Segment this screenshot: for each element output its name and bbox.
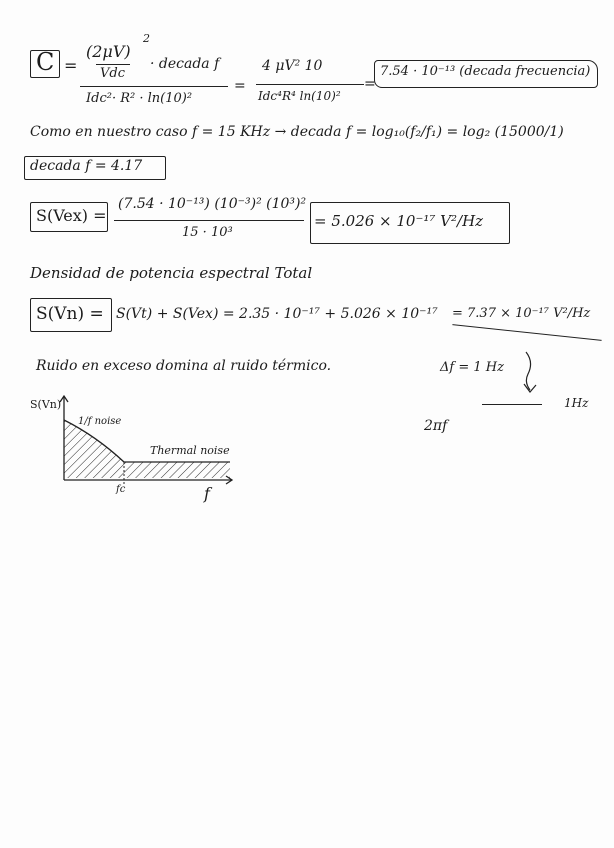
svex-frac-bar — [114, 220, 304, 221]
svex-den: 15 · 10³ — [182, 225, 233, 240]
c-num1-tail: · decada f — [150, 56, 220, 72]
svex-num: (7.54 · 10⁻¹³) (10⁻³)² (10³)² — [118, 196, 307, 212]
c-num1-inner-bar — [96, 64, 130, 65]
svn-lhs: S(Vn) = — [36, 304, 104, 324]
thermal-label: Thermal noise — [150, 444, 230, 457]
c-equals-3: = — [364, 76, 376, 92]
flicker-noise-region — [64, 420, 124, 478]
decada-value: decada f = 4.17 — [30, 158, 143, 174]
c-frac1-bar — [80, 86, 228, 87]
svn-result-underline — [452, 324, 601, 341]
c-symbol: C — [36, 48, 55, 76]
caso-line: Como en nuestro caso f = 15 KHz → decada f = log₁₀(f₂/f₁) = log₂ (15000/1) — [30, 124, 564, 140]
c-den1: Idc²· R² · ln(10)² — [86, 91, 193, 106]
graph-ylabel: S(Vn) — [30, 398, 62, 411]
c-num2: 4 μV² 10 — [262, 58, 323, 74]
arrow-down-icon — [520, 348, 540, 394]
svn-result: = 7.37 × 10⁻¹⁷ V²/Hz — [452, 306, 591, 321]
xlabel-f: f — [204, 484, 210, 503]
flicker-label: 1/f noise — [78, 416, 122, 427]
one-hz-note: 1Hz — [564, 396, 589, 410]
conclusion-text: Ruido en exceso domina al ruido térmico. — [36, 358, 332, 374]
svex-result: = 5.026 × 10⁻¹⁷ V²/Hz — [314, 212, 484, 230]
c-den2: Idc⁴R⁴ ln(10)² — [258, 89, 341, 103]
c-num1-vdc: Vdc — [100, 66, 125, 81]
thermal-noise-region — [124, 462, 230, 478]
c-equals: = — [64, 56, 78, 75]
c-num1-exp: 2 — [143, 32, 150, 45]
xtick-fc: fc — [116, 484, 126, 495]
one-hz-note-bar — [482, 404, 542, 405]
delta-f-note: Δf = 1 Hz — [440, 360, 504, 375]
svn-rhs: S(Vt) + S(Vex) = 2.35 · 10⁻¹⁷ + 5.026 × 10⁻¹⁷ — [116, 306, 438, 322]
c-equals-2: = — [234, 78, 246, 94]
c-frac2-bar — [256, 84, 364, 85]
total-heading: Densidad de potencia espectral Total — [30, 264, 313, 282]
svex-lhs: S(Vex) = — [36, 206, 107, 225]
two-pi-f-note: 2πf — [424, 418, 448, 434]
c-num1-top: (2μV) — [86, 42, 131, 61]
c-result: 7.54 · 10⁻¹³ (decada frecuencia) — [380, 64, 591, 79]
